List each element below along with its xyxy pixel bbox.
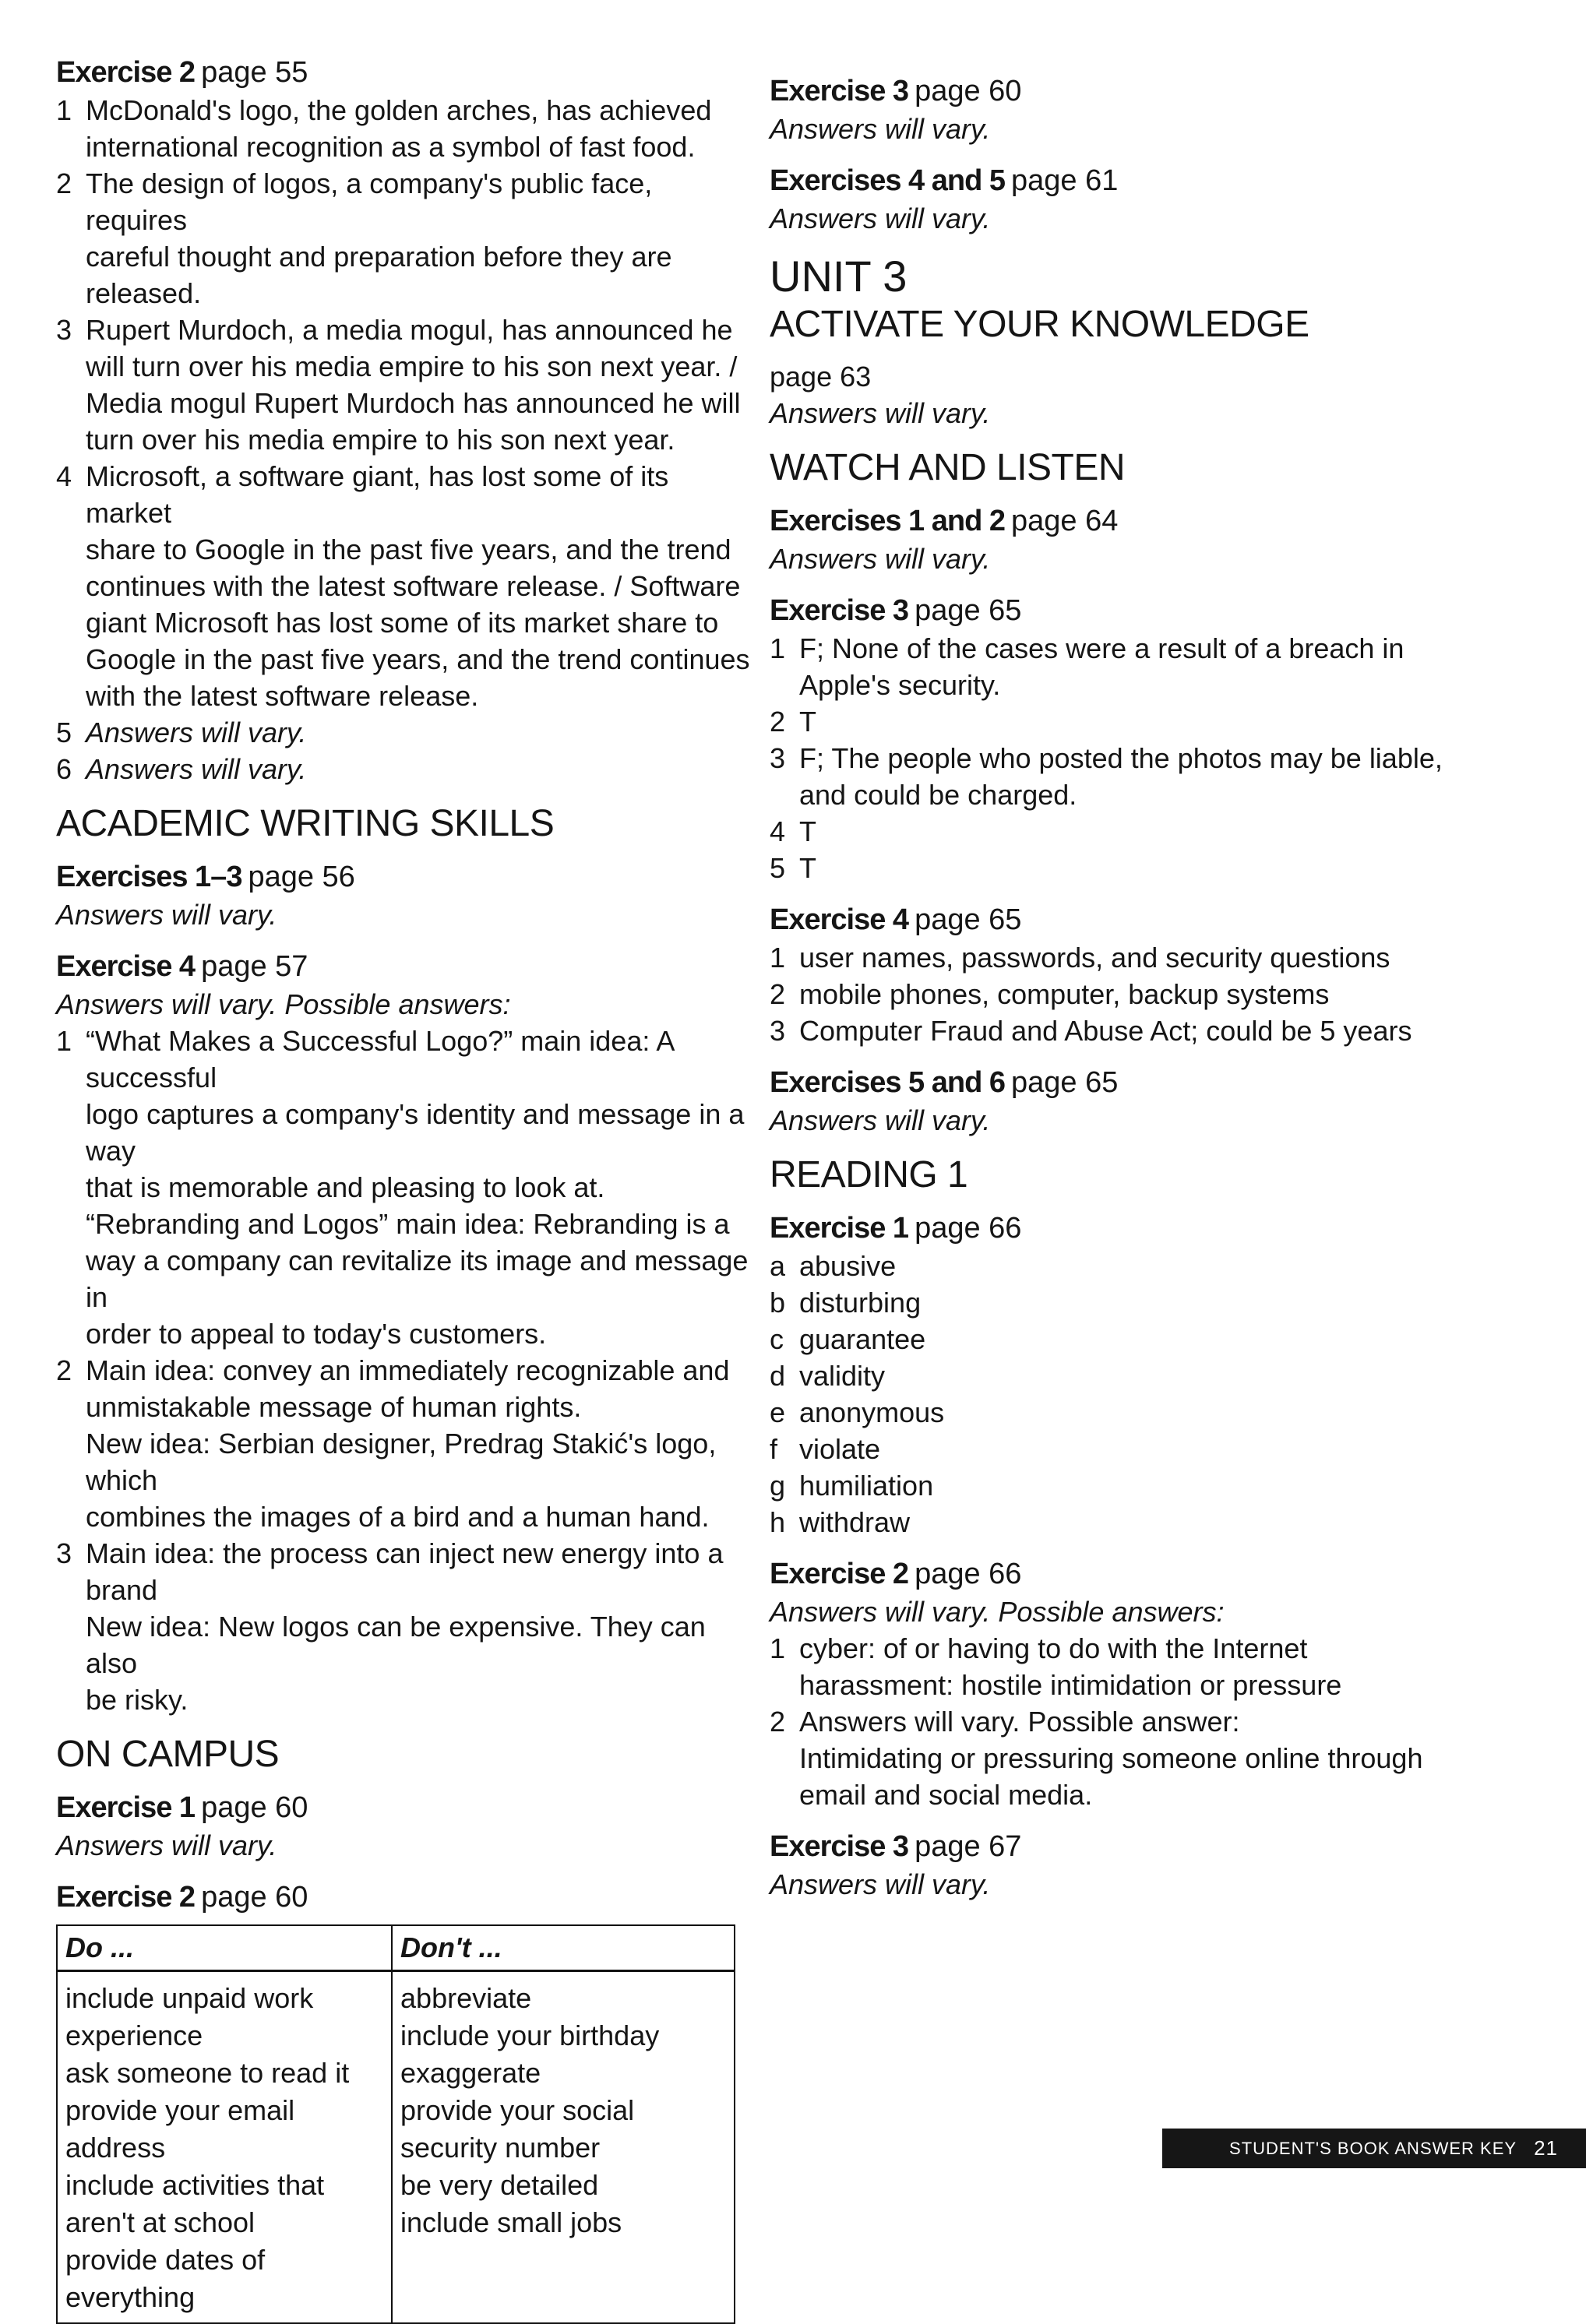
answer-list [770, 630, 1471, 886]
table-cell-line: include your birthday [400, 2019, 660, 2051]
answer-text: Answers will vary. Possible answers: [770, 1596, 1225, 1628]
item-number: d [770, 1360, 786, 1392]
exercise-page: page 65 [1011, 1066, 1119, 1099]
unit-title: UNIT 3 [770, 252, 908, 301]
list-item [770, 850, 1471, 886]
exercise-page: page 57 [201, 950, 308, 983]
exercise-label: Exercise 4 [56, 950, 196, 983]
item-text [86, 1535, 757, 1718]
item-line: combines the images of a bird and a human hand. [86, 1501, 710, 1533]
table-header-dont: Don't ... [400, 1931, 502, 1963]
item-number: b [770, 1287, 786, 1319]
item-text [86, 751, 757, 787]
left-column [56, 53, 757, 2324]
item-line: validity [799, 1360, 886, 1392]
item-number: a [770, 1250, 786, 1282]
item-number: 2 [770, 1706, 786, 1738]
item-line: continues with the latest software release. / Software [86, 570, 741, 602]
exercise-heading [770, 1827, 1471, 1866]
item-text [86, 92, 757, 165]
answer-text: Answers will vary. Possible answers: [56, 988, 511, 1020]
table-cell-line: everything [65, 2281, 196, 2313]
item-line: with the latest software release. [86, 680, 479, 712]
item-line: share to Google in the past five years, and the trend [86, 533, 731, 565]
list-item [770, 703, 1471, 740]
exercise-label: Exercises 5 and 6 [770, 1066, 1005, 1099]
table-cell-line: provide your social [400, 2094, 635, 2126]
item-number: 1 [56, 94, 72, 126]
list-item [770, 1703, 1471, 1813]
table-cell-line: ask someone to read it [65, 2057, 350, 2089]
item-text [86, 714, 757, 751]
item-text [799, 703, 1471, 740]
item-number: g [770, 1470, 786, 1502]
page-number: 21 [1534, 2136, 1558, 2160]
item-line: New idea: New logos can be expensive. They can also [86, 1611, 706, 1679]
item-text [86, 1352, 757, 1535]
exercise-heading [770, 72, 1471, 111]
item-number: 2 [56, 1354, 72, 1386]
exercise-page: page 55 [201, 56, 308, 89]
item-text [799, 1630, 1471, 1703]
answer-list [770, 939, 1471, 1049]
table-header-do: Do ... [58, 1926, 393, 1970]
item-line: careful thought and preparation before they are [86, 241, 672, 273]
item-text [86, 312, 757, 458]
list-item [56, 1535, 757, 1718]
item-line: Answers will vary. [86, 717, 307, 748]
item-number: 1 [770, 942, 786, 974]
exercise-heading [770, 502, 1471, 541]
section-title-reading-1: READING 1 [770, 1154, 968, 1195]
exercise-heading [770, 1209, 1471, 1248]
item-number: 3 [770, 1015, 786, 1047]
list-item [770, 1321, 1471, 1357]
campus-exercise-2 [56, 1878, 757, 2324]
item-number: 3 [770, 742, 786, 774]
exercise-label: Exercise 1 [770, 1212, 909, 1245]
item-number: 4 [770, 815, 786, 847]
item-number: 3 [56, 314, 72, 346]
exercise-page: page 60 [201, 1881, 308, 1914]
item-line: cyber: of or having to do with the Internet [799, 1632, 1308, 1664]
item-line: brand [86, 1574, 158, 1606]
item-number: f [770, 1433, 778, 1465]
item-text [799, 939, 1471, 976]
table-cell-line: include activities that [65, 2169, 325, 2201]
item-text [86, 165, 757, 312]
list-item [770, 1630, 1471, 1703]
list-item [56, 751, 757, 787]
table-cell-line: address [65, 2132, 166, 2164]
exercise-label: Exercise 3 [770, 1830, 909, 1863]
section-title-academic-writing-skills: ACADEMIC WRITING SKILLS [56, 803, 555, 844]
exercise-page: page 66 [915, 1558, 1022, 1590]
item-line: Computer Fraud and Abuse Act; could be 5 years [799, 1015, 1412, 1047]
list-item [56, 312, 757, 458]
exercise-3-page-60 [770, 72, 1471, 147]
item-line: Media mogul Rupert Murdoch has announced he will [86, 387, 741, 419]
item-line: withdraw [799, 1506, 911, 1538]
item-number: 5 [56, 717, 72, 748]
item-line: Google in the past five years, and the trend continues [86, 643, 750, 675]
item-number: 2 [56, 167, 72, 199]
item-text [799, 740, 1471, 813]
answer-text: Answers will vary. [56, 1829, 277, 1861]
answer-text: Answers will vary. [770, 1104, 991, 1136]
item-text [799, 1321, 1471, 1357]
item-line: Apple's security. [799, 669, 1001, 701]
list-item [56, 1023, 757, 1352]
item-line: be risky. [86, 1684, 189, 1716]
exercise-heading [56, 1788, 757, 1827]
exercise-heading [770, 1063, 1471, 1102]
item-line: Main idea: the process can inject new energy into a [86, 1537, 724, 1569]
table-cell-line: aren't at school [65, 2206, 256, 2238]
item-line: violate [799, 1433, 881, 1465]
item-line: “What Makes a Successful Logo?” main idea: A successful [86, 1025, 674, 1093]
watch-exercise-3 [770, 591, 1471, 886]
list-item [770, 939, 1471, 976]
item-line: anonymous [799, 1396, 945, 1428]
reading-exercise-1 [770, 1209, 1471, 1541]
table-cell-line: security number [400, 2132, 601, 2164]
item-number: h [770, 1506, 786, 1538]
answer-text: Answers will vary. [770, 1868, 991, 1900]
exercise-label: Exercise 2 [770, 1558, 909, 1590]
list-item [770, 1248, 1471, 1284]
reading-exercise-2 [770, 1555, 1471, 1813]
item-line: Answers will vary. Possible answer: [799, 1706, 1240, 1738]
item-line: New idea: Serbian designer, Predrag Stakić's logo, which [86, 1428, 717, 1496]
exercise-label: Exercises 1 and 2 [770, 505, 1005, 537]
watch-exercises-1-2 [770, 502, 1471, 577]
item-number: 2 [770, 706, 786, 738]
table-cell-line: provide your email [65, 2094, 295, 2126]
exercise-label: Exercises 1–3 [56, 861, 242, 893]
item-text [799, 976, 1471, 1012]
exercise-page: page 67 [915, 1830, 1022, 1863]
do-dont-table [56, 1924, 735, 2324]
answer-text: Answers will vary. [770, 397, 991, 429]
item-line: order to appeal to today's customers. [86, 1318, 547, 1350]
exercise-label: Exercise 4 [770, 903, 909, 936]
list-item [770, 1357, 1471, 1394]
table-cell-line: exaggerate [400, 2057, 541, 2089]
item-text [799, 1504, 1471, 1541]
table-column-do [58, 1972, 393, 2322]
footer-title: STUDENT'S BOOK ANSWER KEY [1229, 2138, 1517, 2158]
item-line: Intimidating or pressuring someone online through [799, 1742, 1423, 1774]
item-line: released. [86, 277, 202, 309]
item-line: T [799, 706, 816, 738]
list-item [770, 1394, 1471, 1431]
section-title-watch-listen: WATCH AND LISTEN [770, 447, 1126, 488]
right-column [770, 72, 1471, 1917]
exercise-label: Exercise 2 [56, 1881, 196, 1914]
item-line: international recognition as a symbol of fast food. [86, 131, 696, 163]
item-text [799, 1357, 1471, 1394]
section-title-activate: ACTIVATE YOUR KNOWLEDGE [770, 304, 1309, 345]
reading-exercise-3 [770, 1827, 1471, 1903]
item-line: giant Microsoft has lost some of its market share to [86, 607, 719, 639]
item-line: humiliation [799, 1470, 934, 1502]
item-number: 4 [56, 460, 72, 492]
table-cell-line: provide dates of [65, 2244, 266, 2276]
exercise-page: page 60 [201, 1791, 308, 1824]
exercise-heading [56, 857, 757, 896]
exercise-label: Exercise 1 [56, 1791, 196, 1824]
table-cell-line: be very detailed [400, 2169, 599, 2201]
item-text [799, 1248, 1471, 1284]
exercise-label: Exercises 4 and 5 [770, 164, 1005, 197]
item-line: T [799, 852, 816, 884]
answer-list [56, 92, 757, 787]
item-line: way a company can revitalize its image and message in [86, 1245, 749, 1313]
answer-text: Answers will vary. [56, 899, 277, 931]
item-line: F; None of the cases were a result of a breach in [799, 632, 1404, 664]
list-item [770, 740, 1471, 813]
answer-text: Answers will vary. [770, 543, 991, 575]
item-text [86, 1023, 757, 1352]
exercises-1-3-page-56 [56, 857, 757, 933]
list-item [770, 1012, 1471, 1049]
item-number: e [770, 1396, 786, 1428]
answer-list [770, 1248, 1471, 1541]
campus-exercise-1 [56, 1788, 757, 1864]
item-line: disturbing [799, 1287, 922, 1319]
item-line: mobile phones, computer, backup systems [799, 978, 1330, 1010]
table-cell-line: include unpaid work [65, 1982, 314, 2014]
item-number: 3 [56, 1537, 72, 1569]
item-number: 5 [770, 852, 786, 884]
table-cell-line: include small jobs [400, 2206, 622, 2238]
exercise-page: page 61 [1011, 164, 1119, 197]
list-item [56, 714, 757, 751]
exercise-heading [770, 900, 1471, 939]
list-item [56, 1352, 757, 1535]
exercise-label: Exercise 3 [770, 594, 909, 627]
exercise-page: page 63 [770, 361, 872, 393]
item-text [799, 1284, 1471, 1321]
list-item [770, 630, 1471, 703]
item-text [799, 813, 1471, 850]
item-line: T [799, 815, 816, 847]
item-text [799, 1012, 1471, 1049]
table-header [58, 1926, 734, 1972]
exercise-heading [56, 947, 757, 986]
item-text [799, 1703, 1471, 1813]
item-text [799, 1431, 1471, 1467]
list-item [770, 813, 1471, 850]
list-item [770, 1431, 1471, 1467]
exercise-heading [56, 53, 757, 92]
exercise-2-page-55 [56, 53, 757, 787]
item-line: turn over his media empire to his son next year. [86, 424, 675, 456]
exercise-page: page 65 [915, 903, 1022, 936]
list-item [770, 1467, 1471, 1504]
item-line: unmistakable message of human rights. [86, 1391, 582, 1423]
watch-exercise-4 [770, 900, 1471, 1049]
list-item [56, 165, 757, 312]
item-number: 1 [770, 632, 786, 664]
item-line: user names, passwords, and security questions [799, 942, 1390, 974]
list-item [770, 976, 1471, 1012]
list-item [56, 92, 757, 165]
list-item [770, 1504, 1471, 1541]
exercise-heading [56, 1878, 757, 1917]
item-line: The design of logos, a company's public face, requires [86, 167, 653, 236]
item-line: email and social media. [799, 1779, 1093, 1811]
exercise-page: page 66 [915, 1212, 1022, 1245]
item-text [799, 850, 1471, 886]
item-number: 6 [56, 753, 72, 785]
item-line: “Rebranding and Logos” main idea: Rebranding is a [86, 1208, 730, 1240]
item-text [799, 1394, 1471, 1431]
item-text [799, 1467, 1471, 1504]
item-line: guarantee [799, 1323, 926, 1355]
table-body [58, 1972, 734, 2322]
item-number: 1 [56, 1025, 72, 1057]
exercise-heading [770, 161, 1471, 200]
footer-bar [1162, 2129, 1586, 2168]
exercise-page: page 56 [248, 861, 355, 893]
exercise-page: page 60 [915, 75, 1022, 107]
item-line: Rupert Murdoch, a media mogul, has announced he [86, 314, 733, 346]
item-line: Main idea: convey an immediately recognizable and [86, 1354, 730, 1386]
section-title-on-campus: ON CAMPUS [56, 1734, 280, 1775]
exercise-heading [770, 591, 1471, 630]
list-item [770, 1284, 1471, 1321]
answer-text: Answers will vary. [770, 202, 991, 234]
answer-text: Answers will vary. [770, 113, 991, 145]
item-text [86, 458, 757, 714]
exercise-4-page-57 [56, 947, 757, 1718]
item-line: logo captures a company's identity and message in a way [86, 1098, 745, 1167]
item-number: 2 [770, 978, 786, 1010]
answer-list [56, 1023, 757, 1718]
item-line: McDonald's logo, the golden arches, has achieved [86, 94, 712, 126]
exercise-page: page 64 [1011, 505, 1119, 537]
exercise-label: Exercise 3 [770, 75, 909, 107]
item-line: Microsoft, a software giant, has lost some of its market [86, 460, 669, 529]
activate-block [770, 358, 1471, 431]
item-number: 1 [770, 1632, 786, 1664]
exercise-page: page 65 [915, 594, 1022, 627]
table-cell-line: experience [65, 2019, 203, 2051]
answer-list [770, 1630, 1471, 1813]
item-line: Answers will vary. [86, 753, 307, 785]
exercises-4-5-page-61 [770, 161, 1471, 237]
item-number: c [770, 1323, 784, 1355]
exercise-heading [770, 1555, 1471, 1593]
item-line: that is memorable and pleasing to look at. [86, 1171, 605, 1203]
item-line: harassment: hostile intimidation or pressure [799, 1669, 1342, 1701]
watch-exercises-5-6 [770, 1063, 1471, 1139]
item-line: and could be charged. [799, 779, 1077, 811]
item-text [799, 630, 1471, 703]
item-line: abusive [799, 1250, 897, 1282]
item-line: F; The people who posted the photos may be liable, [799, 742, 1443, 774]
item-line: will turn over his media empire to his son next year. / [86, 350, 738, 382]
table-column-dont [393, 1972, 734, 2322]
exercise-label: Exercise 2 [56, 56, 196, 89]
list-item [56, 458, 757, 714]
table-cell-line: abbreviate [400, 1982, 532, 2014]
